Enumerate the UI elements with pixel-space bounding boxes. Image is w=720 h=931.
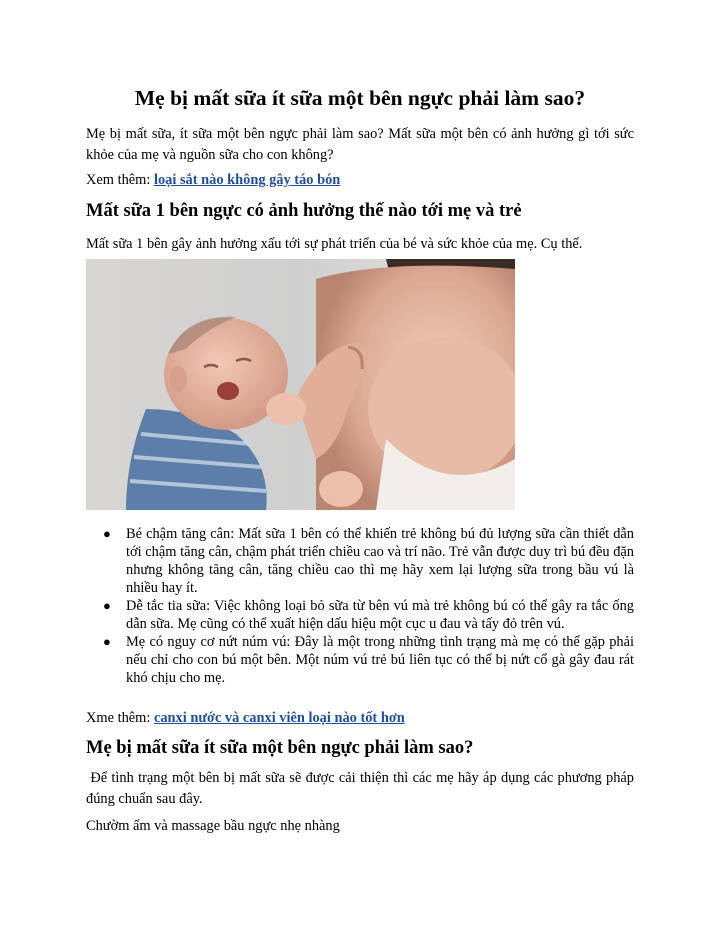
bullet-dot-icon: ● [103,598,111,613]
section-heading-solutions: Mẹ bị mất sữa ít sữa một bên ngực phải làm sao? [86,738,474,758]
effects-bullet-list [86,525,634,687]
list-item: ● Bé chậm tăng cân: Mất sữa 1 bên có thể khiến trẻ không bú đủ lượng sữa cần thiết dẫn tới chậm tăng cân, chậm phát triển chiều cao và trí não. Trẻ vẫn được duy trì bú đều đặn nhưng không tăng cân, tăng chiều cao thì mẹ hãy xem lại lượng sữa trong bầu vú là nhiều hay ít. [103,526,634,596]
see-also-prefix-1: Xem thêm: [86,172,154,188]
see-also-line-1 [86,170,634,191]
list-item: ● Mẹ có nguy cơ nứt núm vú: Đây là một trong những tình trạng mà mẹ có thể gặp phải nếu chỉ cho con bú một bên. Một núm vú trẻ bú liên tục có thể bị nứt cổ gà gây đau rát khó chịu cho mẹ. [103,634,634,686]
warm-compress-subheading: Chườm ấm và massage bầu ngực nhẹ nhàng [86,818,340,834]
effects-intro-paragraph: Mất sữa 1 bên gây ảnh hưởng xấu tới sự phát triển của bé và sức khỏe của mẹ. Cụ thể. [86,236,583,252]
bullet-dot-icon: ● [103,526,111,541]
page-title: Mẹ bị mất sữa ít sữa một bên ngực phải làm sao? [134,86,586,110]
baby-nursing-illustration [86,259,515,510]
breastfeeding-photo [86,259,515,510]
solutions-intro-paragraph: Để tình trạng một bên bị mất sữa sẽ được cải thiện thì các mẹ hãy áp dụng các phương pháp đúng chuẩn sau đây. [86,770,638,807]
list-item: ● Dễ tắc tia sữa: Việc không loại bỏ sữa từ bên vú mà trẻ không bú có thể gây ra tắc ống dẫn sữa. Mẹ cũng có thể xuất hiện dấu hiệu một cục u đau và tấy đỏ trên vú. [103,598,634,632]
calcium-comparison-link[interactable]: canxi nước và canxi viên loại nào tốt hơn [153,710,405,726]
section-heading-effects: Mất sữa 1 bên ngực có ảnh hưởng thế nào tới mẹ và trẻ [86,201,522,221]
intro-paragraph: Mẹ bị mất sữa, ít sữa một bên ngực phải làm sao? Mất sữa một bên có ảnh hưởng gì tới sức khỏe của mẹ và nguồn sữa cho con không? [86,126,634,163]
bullet-dot-icon: ● [103,634,111,649]
see-also-line-2 [86,708,634,729]
see-also-prefix-2: Xme thêm: [86,710,154,726]
iron-supplement-link[interactable]: loại sắt nào không gây táo bón [153,172,341,188]
